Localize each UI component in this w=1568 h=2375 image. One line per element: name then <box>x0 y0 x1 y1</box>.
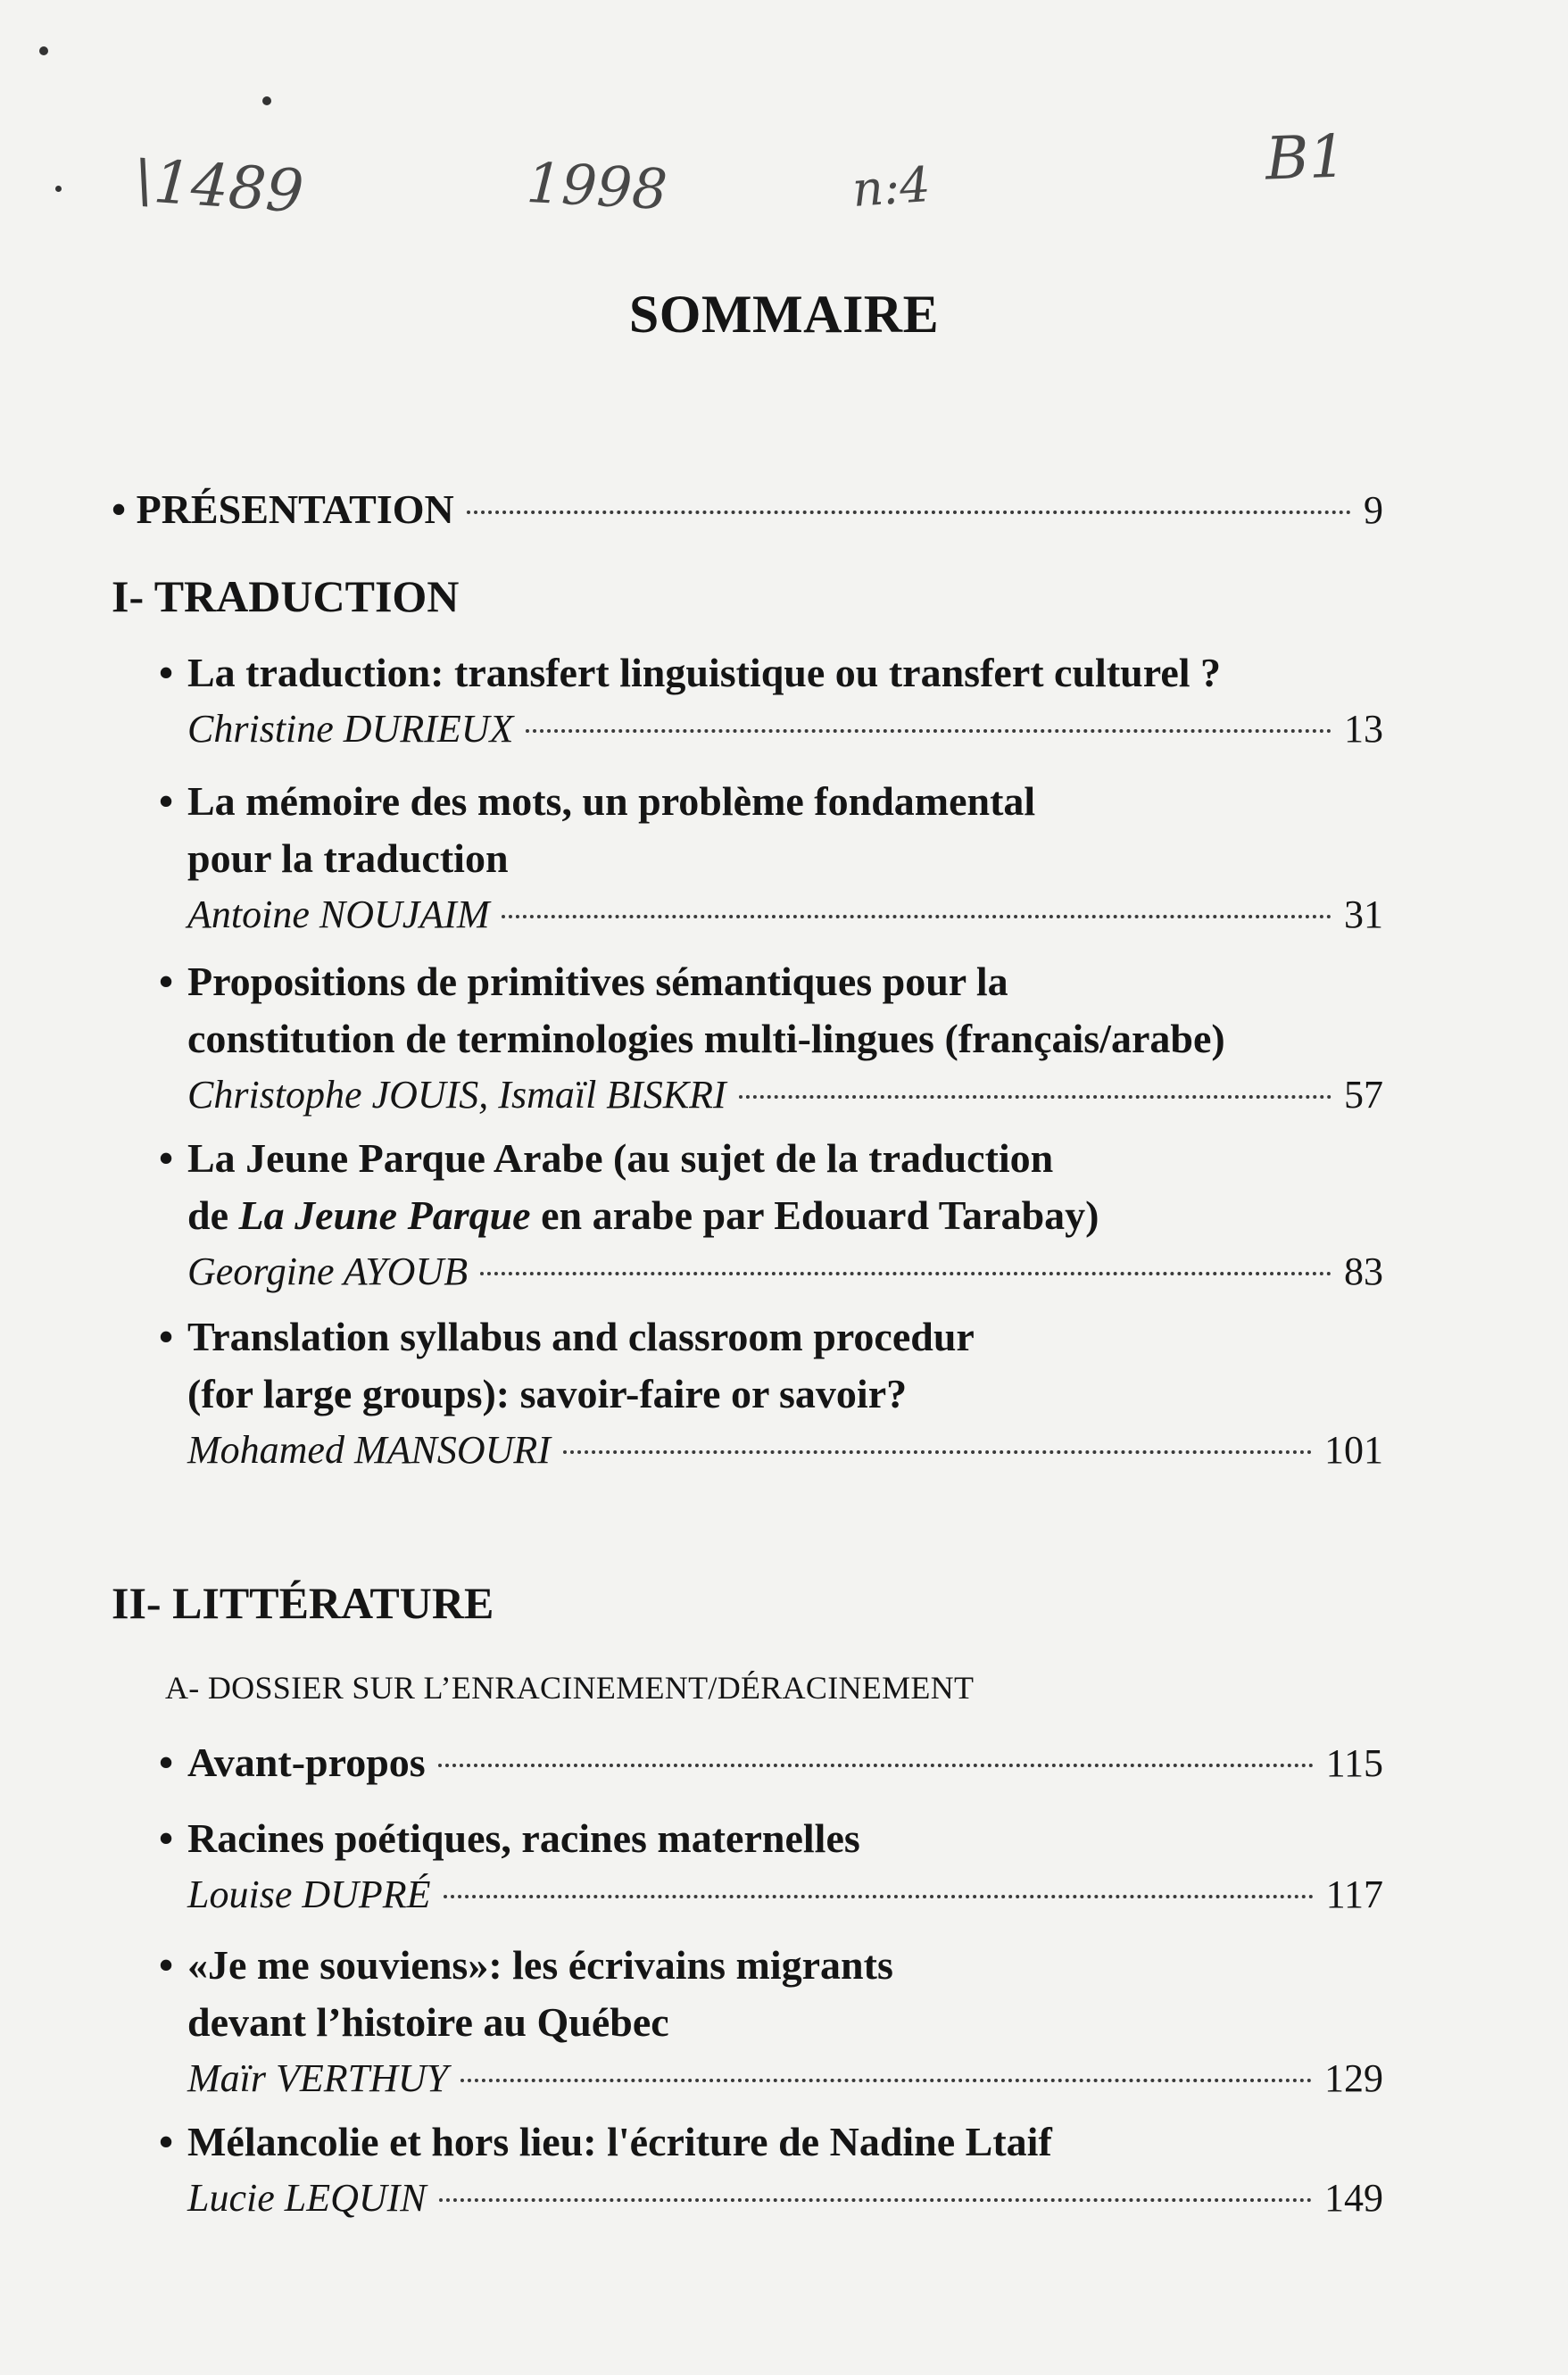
page-number: 57 <box>1344 1073 1383 1117</box>
dot-leader <box>438 1764 1314 1767</box>
entry-title-continued: de <box>187 1192 239 1238</box>
toc-entry <box>159 1810 1383 1922</box>
entry-author: Christine DURIEUX <box>187 707 514 751</box>
dot-leader <box>502 915 1332 918</box>
entry-title: La Jeune Parque Arabe (au sujet de la traduction <box>187 1135 1054 1181</box>
entry-author: Maïr VERTHUY <box>187 2056 449 2100</box>
handwritten-note: n:4 <box>850 156 933 218</box>
bullet: • <box>159 2119 174 2164</box>
toc-entry <box>159 644 1383 757</box>
page-number: 149 <box>1324 2176 1383 2220</box>
dot-leader <box>444 1895 1314 1898</box>
entry-title: Mélancolie et hors lieu: l'écriture de Nadine Ltaif <box>187 2119 1052 2164</box>
toc-entry <box>159 1308 1383 1478</box>
toc-entry <box>159 1937 1383 2106</box>
bullet: • <box>159 1942 174 1988</box>
entry-title <box>159 1735 426 1790</box>
dot-leader <box>460 2079 1312 2082</box>
page-number: 129 <box>1324 2056 1383 2100</box>
page-number: 101 <box>1324 1428 1383 1472</box>
dot-leader <box>480 1272 1332 1275</box>
ink-speck <box>39 46 48 55</box>
italic-title: La Jeune Parque <box>238 1192 531 1238</box>
ink-speck <box>262 96 271 105</box>
handwritten-note: B1 <box>1264 121 1348 194</box>
bullet: • <box>159 1314 174 1359</box>
handwritten-note: \1489 <box>131 145 306 227</box>
entry-title-continued: en arabe par Edouard Tarabay) <box>530 1192 1099 1238</box>
entry-author: Mohamed MANSOURI <box>187 1428 551 1472</box>
entry-title: Racines poétiques, racines maternelles <box>187 1815 860 1861</box>
bullet: • <box>159 778 174 824</box>
dot-leader <box>563 1450 1312 1454</box>
entry-title-continued: devant l’histoire au Québec <box>187 1999 669 2045</box>
entry-author: Lucie LEQUIN <box>187 2176 427 2220</box>
section-heading-litterature: II- LITTÉRATURE <box>112 1578 494 1628</box>
entry-title: La mémoire des mots, un problème fondamental <box>187 778 1036 824</box>
toc-entry <box>159 773 1383 943</box>
bullet: • <box>159 650 174 695</box>
subsection-heading: A- DOSSIER SUR L’ENRACINEMENT/DÉRACINEMENT <box>165 1670 975 1706</box>
page-number: 31 <box>1344 893 1383 936</box>
entry-author: Christophe JOUIS, Ismaïl BISKRI <box>187 1073 726 1117</box>
entry-title-continued: constitution de terminologies multi-lingues (français/arabe) <box>187 1016 1225 1061</box>
entry-title: «Je me souviens»: les écrivains migrants <box>187 1942 893 1988</box>
bullet: • <box>159 1815 174 1861</box>
entry-title: Propositions de primitives sémantiques pour la <box>187 959 1008 1004</box>
entry-title: La traduction: transfert linguistique ou transfert culturel ? <box>187 650 1222 695</box>
page-number: 115 <box>1325 1741 1383 1785</box>
page-number: 83 <box>1344 1250 1383 1293</box>
section-heading-traduction: I- TRADUCTION <box>112 571 460 621</box>
page-number: 13 <box>1344 707 1383 751</box>
ink-speck <box>55 186 62 192</box>
dot-leader <box>526 729 1332 733</box>
toc-entry <box>159 1735 1383 1791</box>
bullet: • <box>159 1740 174 1785</box>
bullet: • <box>159 959 174 1004</box>
entry-author: Georgine AYOUB <box>187 1250 469 1293</box>
entry-title-text: Avant-propos <box>187 1740 426 1785</box>
toc-entry <box>159 2113 1383 2226</box>
entry-title-continued: (for large groups): savoir-faire or savoir? <box>187 1371 908 1416</box>
page-number: 117 <box>1325 1873 1383 1916</box>
entry-title-continued: pour la traduction <box>187 835 509 881</box>
toc-entry <box>159 953 1383 1123</box>
bullet: • <box>159 1135 174 1181</box>
toc-entry-presentation <box>112 482 1383 538</box>
entry-author: Louise DUPRÉ <box>187 1873 431 1916</box>
toc-entry-label: • PRÉSENTATION <box>112 486 454 532</box>
dot-leader <box>467 511 1351 514</box>
dot-leader <box>739 1095 1332 1099</box>
page-number: 9 <box>1364 488 1383 532</box>
toc-entry <box>159 1130 1383 1300</box>
page-title: SOMMAIRE <box>628 285 940 344</box>
entry-title: Translation syllabus and classroom procedur <box>187 1314 975 1359</box>
dot-leader <box>439 2198 1312 2202</box>
entry-author: Antoine NOUJAIM <box>187 893 490 936</box>
handwritten-note: 1998 <box>525 149 669 223</box>
